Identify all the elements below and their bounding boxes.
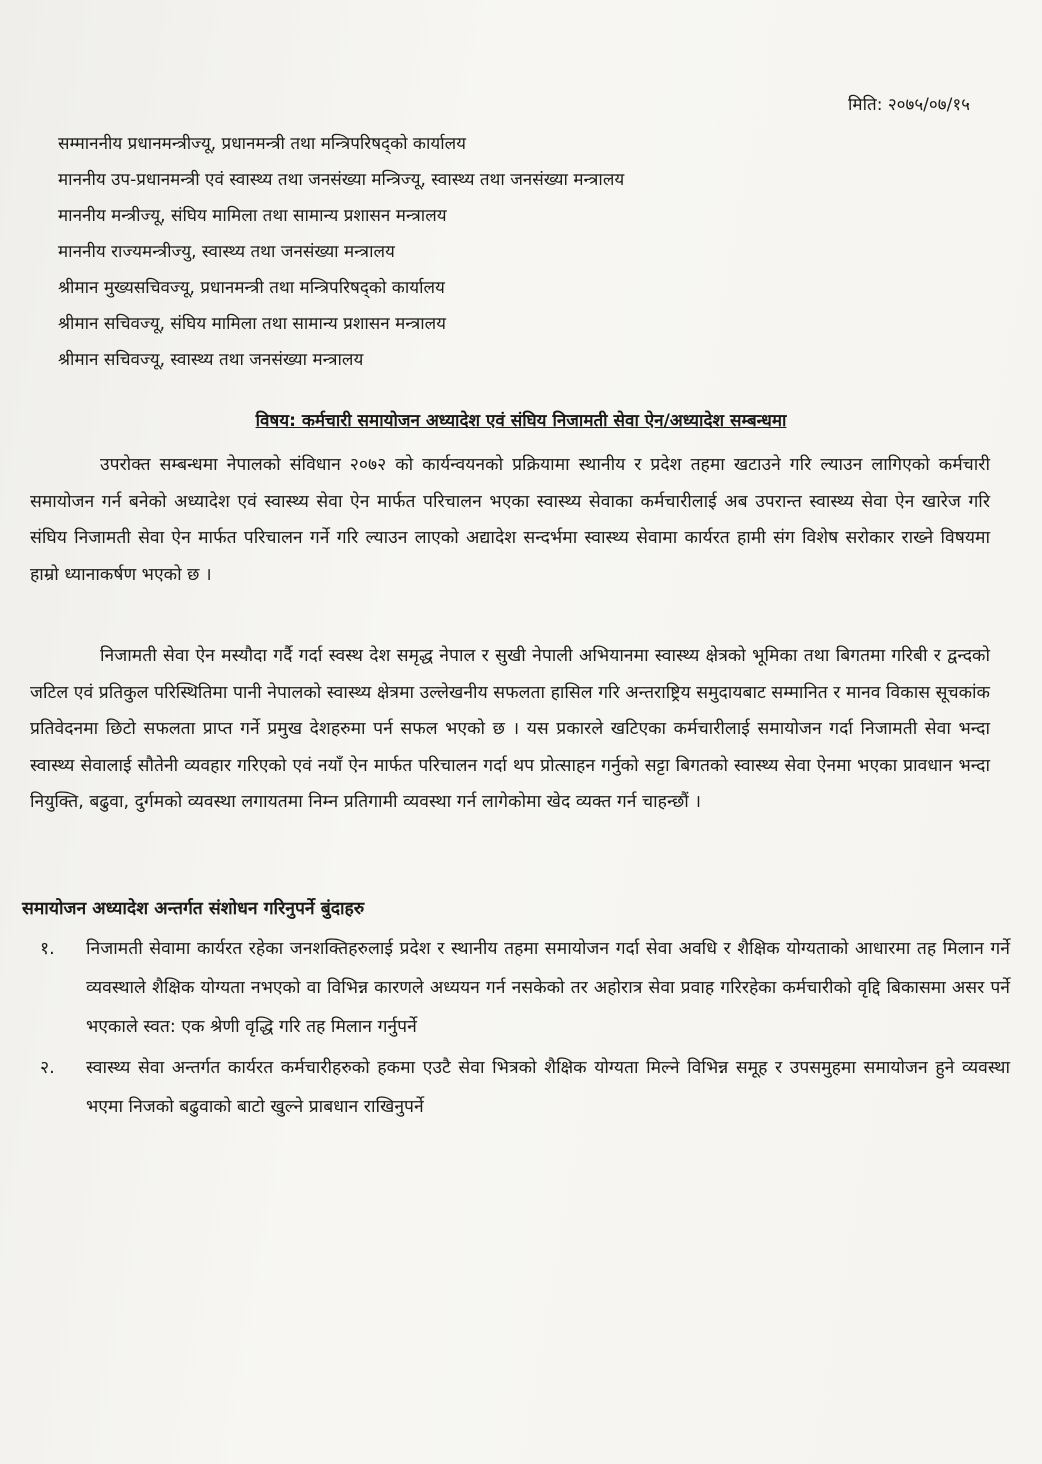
recipient-line: माननीय मन्त्रीज्यू, संघिय मामिला तथा सामान्य प्रशासन मन्त्रालय (58, 206, 447, 226)
item-number: २. (40, 1058, 55, 1078)
letter-subject: विषय: कर्मचारी समायोजन अध्यादेश एवं संघिय निजामती सेवा ऐन/अध्यादेश सम्बन्धमा (255, 411, 787, 431)
letter-date: मिति: २०७५/०७/१५ (848, 95, 970, 115)
recipient-line: माननीय उप-प्रधानमन्त्री एवं स्वास्थ्य तथा जनसंख्या मन्त्रिज्यू, स्वास्थ्य तथा जनसंख्या मन्त्रालय (58, 170, 625, 190)
points-list (40, 930, 1010, 1129)
recipient-line: श्रीमान मुख्यसचिवज्यू, प्रधानमन्त्री तथा मन्त्रिपरिषद्को कार्यालय (58, 278, 445, 298)
item-text: स्वास्थ्य सेवा अन्तर्गत कार्यरत कर्मचारीहरुको हकमा एउटै सेवा भित्रको शैक्षिक योग्यता मिल्ने विभिन्न समूह र उपसमुहमा समायोजन हुने व्यवस्था भएमा निजको बढुवाको बाटो खुल्ने प्राबधान राखिनुपर्ने (86, 1058, 1010, 1117)
item-text: निजामती सेवामा कार्यरत रहेका जनशक्तिहरुलाई प्रदेश र स्थानीय तहमा समायोजन गर्दा सेवा अवधि र शैक्षिक योग्यताको आधारमा तह मिलान गर्ने व्यवस्थाले शैक्षिक योग्यता नभएको वा विभिन्न कारणले अध्ययन गर्न नसकेको तर अहोरात्र सेवा प्रवाह गरिरहेका कर्मचारीको वृद्दि बिकासमा असर पर्ने भएकाले स्वत: एक श्रेणी वृद्धि गरि तह मिलान गर्नुपर्ने (86, 939, 1010, 1037)
list-item (40, 1049, 1010, 1127)
recipient-line: श्रीमान सचिवज्यू, संघिय मामिला तथा सामान्य प्रशासन मन्त्रालय (58, 314, 446, 334)
recipient-line: सम्माननीय प्रधानमन्त्रीज्यू, प्रधानमन्त्री तथा मन्त्रिपरिषद्को कार्यालय (58, 134, 467, 154)
body-paragraph: उपरोक्त सम्बन्धमा नेपालको संविधान २०७२ को कार्यन्वयनको प्रक्रियामा स्थानीय र प्रदेश तहमा खटाउने गरि ल्याउन लागिएको कर्मचारी समायोजन गर्न बनेको अध्यादेश एवं स्वास्थ्य सेवा ऐन मार्फत परिचालन भएका स्वास्थ्य सेवाका कर्मचारीलाई अब उपरान्त स्वास्थ्य सेवा ऐन खारेज गरि संघिय निजामती सेवा ऐन मार्फत परिचालन गर्ने गरि ल्याउन लाएको अद्यादेश सन्दर्भमा स्वास्थ्य सेवामा कार्यरत हामी संग विशेष सरोकार राख्ने विषयमा हाम्रो ध्यानाकर्षण भएको छ । (30, 455, 990, 585)
list-item (40, 930, 1010, 1047)
recipient-list (58, 126, 858, 378)
section-heading: समायोजन अध्यादेश अन्तर्गत संशोधन गरिनुपर्ने बुंदाहरु (22, 899, 365, 919)
recipient-line: माननीय राज्यमन्त्रीज्यु, स्वास्थ्य तथा जनसंख्या मन्त्रालय (58, 242, 395, 262)
body-paragraph: निजामती सेवा ऐन मस्यौदा गर्दै गर्दा स्वस्थ देश समृद्ध नेपाल र सुखी नेपाली अभियानमा स्वास्थ्य क्षेत्रको भूमिका तथा बिगतमा गरिबी र द्वन्दको जटिल एवं प्रतिकुल परिस्थितिमा पानी नेपालको स्वास्थ्य क्षेत्रमा उल्लेखनीय सफलता हासिल गरि अन्तराष्ट्रिय समुदायबाट सम्मानित र मानव विकास सूचकांक प्रतिवेदनमा छिटो सफलता प्राप्त गर्ने प्रमुख देशहरुमा पर्न सफल भएको छ । यस प्रकारले खटिएका कर्मचारीलाई समायोजन गर्दा निजामती सेवा भन्दा स्वास्थ्य सेवालाई सौतेनी व्यवहार गरिएको एवं नयाँ ऐन मार्फत परिचालन गर्दा थप प्रोत्साहन गर्नुको सट्टा बिगतको स्वास्थ्य सेवा ऐनमा भएका प्रावधान भन्दा नियुक्ति, बढुवा, दुर्गमको व्यवस्था लगायतमा निम्न प्रतिगामी व्यवस्था गर्न लागेकोमा खेद व्यक्त गर्न चाहन्छौं । (30, 646, 990, 812)
recipient-line: श्रीमान सचिवज्यू, स्वास्थ्य तथा जनसंख्या मन्त्रालय (58, 350, 364, 370)
item-number: १. (40, 939, 55, 959)
